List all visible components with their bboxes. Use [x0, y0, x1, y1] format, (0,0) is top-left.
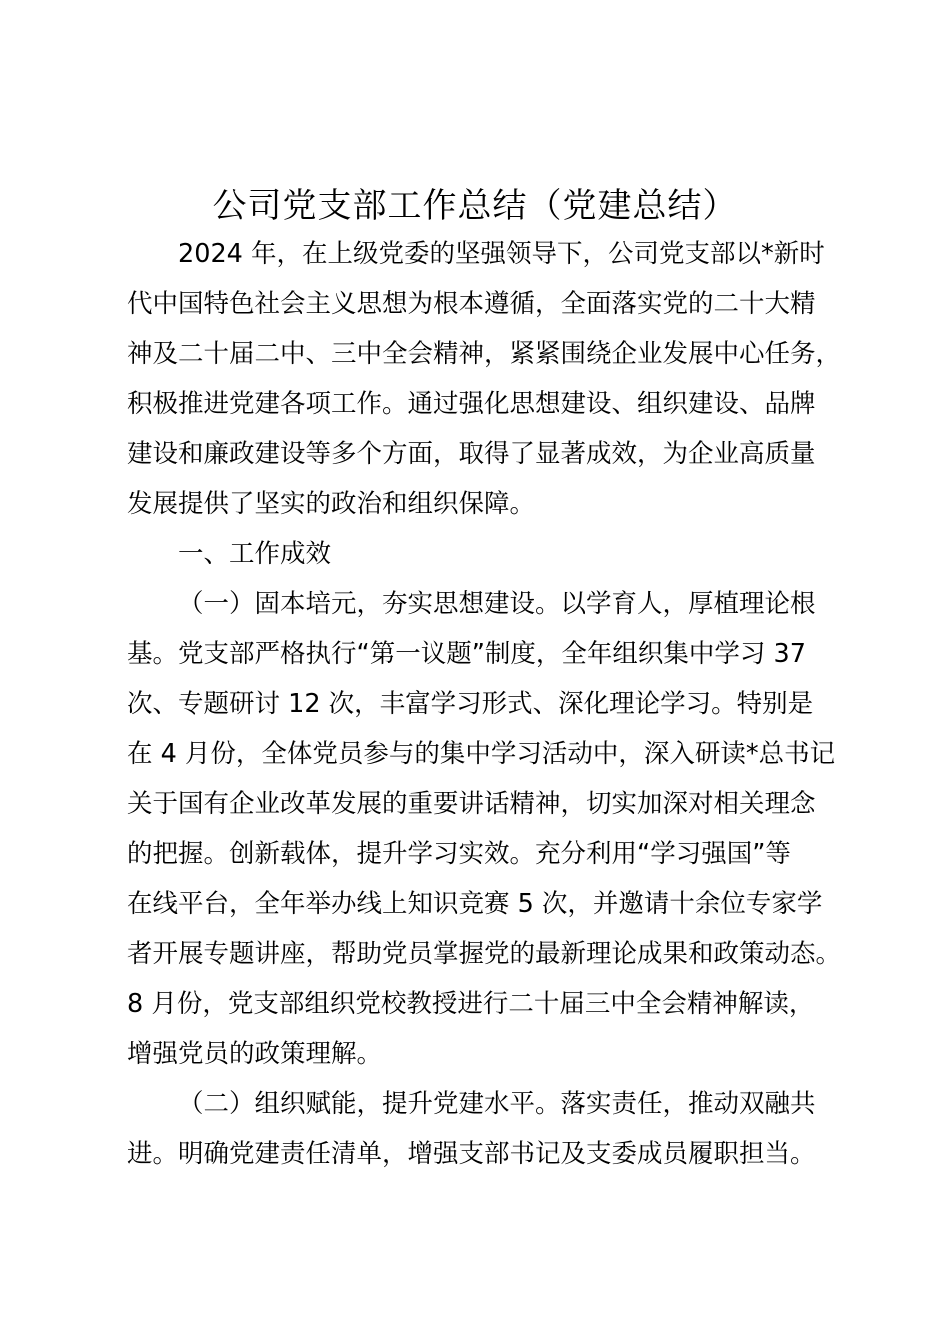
paragraph-line: 基。党支部严格执行“第一议题”制度，全年组织集中学习 37 — [127, 639, 806, 669]
paragraph-line: 次、专题研讨 12 次，丰富学习形式、深化理论学习。特别是 — [127, 689, 814, 719]
paragraph-line: 积极推进党建各项工作。通过强化思想建设、组织建设、品牌 — [127, 389, 816, 419]
document-title: 公司党支部工作总结（党建总结） — [212, 186, 738, 226]
paragraph-line: （一）固本培元，夯实思想建设。以学育人，厚植理论根 — [178, 589, 816, 619]
paragraph-line: 代中国特色社会主义思想为根本遵循，全面落实党的二十大精 — [127, 289, 816, 319]
paragraph-line: 者开展专题讲座，帮助党员掌握党的最新理论成果和政策动态。 — [127, 939, 842, 969]
paragraph-line: 的把握。创新载体，提升学习实效。充分利用“学习强国”等 — [127, 839, 791, 869]
paragraph-line: 在线平台，全年举办线上知识竞赛 5 次，并邀请十余位专家学 — [127, 889, 823, 919]
paragraph-line: 进。明确党建责任清单，增强支部书记及支委成员履职担当。 — [127, 1139, 816, 1169]
paragraph-line: 在 4 月份，全体党员参与的集中学习活动中，深入研读*总书记 — [127, 739, 836, 769]
paragraph-line: （二）组织赋能，提升党建水平。落实责任，推动双融共 — [178, 1089, 816, 1119]
paragraph-line: 8 月份，党支部组织党校教授进行二十届三中全会精神解读， — [127, 989, 815, 1019]
section-heading: 一、工作成效 — [178, 539, 332, 569]
paragraph-line: 建设和廉政建设等多个方面，取得了显著成效，为企业高质量 — [127, 439, 816, 469]
paragraph-line: 增强党员的政策理解。 — [127, 1039, 383, 1069]
paragraph-line: 2024 年，在上级党委的坚强领导下，公司党支部以*新时 — [178, 239, 825, 269]
paragraph-line: 关于国有企业改革发展的重要讲话精神，切实加深对相关理念 — [127, 789, 816, 819]
paragraph-line: 发展提供了坚实的政治和组织保障。 — [127, 489, 536, 519]
paragraph-line: 神及二十届二中、三中全会精神，紧紧围绕企业发展中心任务， — [127, 339, 842, 369]
